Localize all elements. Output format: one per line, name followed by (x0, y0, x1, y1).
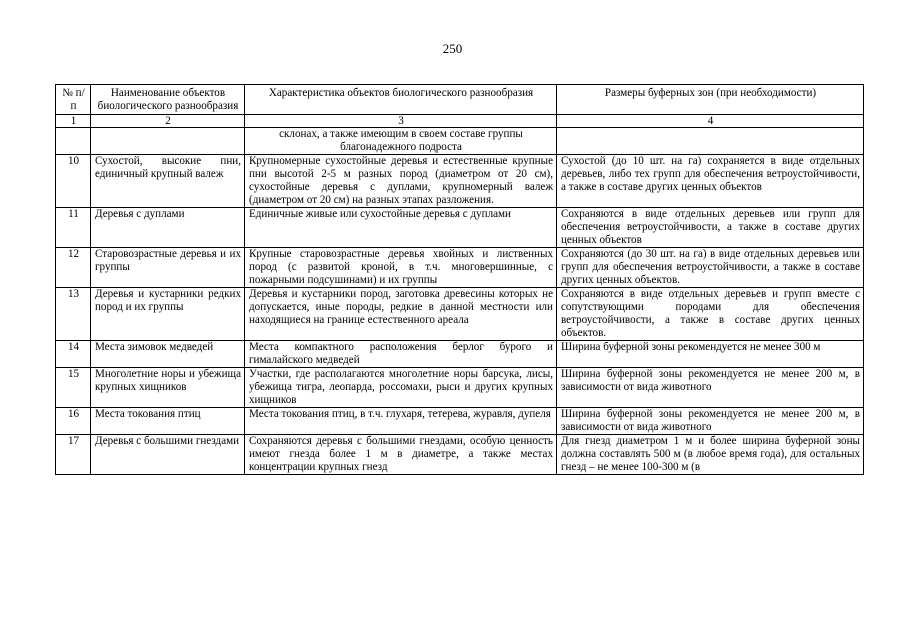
row-number: 15 (56, 368, 91, 408)
row-buffer-zone: Ширина буферной зоны рекомендуется не менее 200 м, в зависимости от вида животного (557, 368, 864, 408)
table-row (56, 368, 864, 408)
row-number: 10 (56, 155, 91, 208)
row-characteristic: Места токования птиц, в т.ч. глухаря, тетерева, журавля, дупеля (245, 408, 557, 435)
row-buffer-zone: Сухостой (до 10 шт. на га) сохраняется в виде отдельных деревьев, либо тех групп для обеспечения ветроустойчивости, а также в составе других ценных объектов (557, 155, 864, 208)
table-row (56, 341, 864, 368)
row-number: 17 (56, 435, 91, 475)
row-object-name: Места зимовок медведей (91, 341, 245, 368)
row-buffer-zone: Ширина буферной зоны рекомендуется не менее 200 м, в зависимости от вида животного (557, 408, 864, 435)
continuation-buffer (557, 128, 864, 155)
continuation-name (91, 128, 245, 155)
header-object-name: Наименование объектов биологического разнообразия (91, 85, 245, 115)
row-object-name: Старовозрастные деревья и их группы (91, 248, 245, 288)
row-object-name: Места токования птиц (91, 408, 245, 435)
row-buffer-zone: Сохраняются (до 30 шт. на га) в виде отдельных деревьев или групп для обеспечения ветроустойчивости, а также в составе других ценных объектов. (557, 248, 864, 288)
row-number: 16 (56, 408, 91, 435)
row-number: 12 (56, 248, 91, 288)
table-row (56, 155, 864, 208)
row-buffer-zone: Для гнезд диаметром 1 м и более ширина буферной зоны должна составлять 500 м (в любое время года), для остальных гнезд – не менее 100-300 м (в (557, 435, 864, 475)
header-buffer-zone: Размеры буферных зон (при необходимости) (557, 85, 864, 115)
column-number-row (56, 115, 864, 128)
row-characteristic: Крупномерные сухостойные деревья и естественные крупные пни высотой 2-5 м разных пород (диаметром от 20 см), сухостойные деревья с дуплами, крупномерный валеж (диаметром от 20 см) на разных этапах разложения. (245, 155, 557, 208)
continuation-row (56, 128, 864, 155)
column-number-1: 1 (56, 115, 91, 128)
table-header-row (56, 85, 864, 115)
continuation-num (56, 128, 91, 155)
row-object-name: Сухостой, высокие пни, единичный крупный валеж (91, 155, 245, 208)
row-characteristic: Единичные живые или сухостойные деревья с дуплами (245, 208, 557, 248)
header-number: № п/п (56, 85, 91, 115)
row-number: 14 (56, 341, 91, 368)
row-object-name: Деревья и кустарники редких пород и их группы (91, 288, 245, 341)
biodiversity-table (55, 84, 864, 475)
row-characteristic: Деревья и кустарники пород, заготовка древесины которых не допускается, иные породы, редкие в данной местности или находящиеся на границе естественного ареала (245, 288, 557, 341)
header-characteristic: Характеристика объектов биологического разнообразия (245, 85, 557, 115)
row-object-name: Деревья с большими гнездами (91, 435, 245, 475)
row-characteristic: Сохраняются деревья с большими гнездами, особую ценность имеют гнезда более 1 м в диаметре, а также местах концентрации крупных гнезд (245, 435, 557, 475)
row-characteristic: Участки, где располагаются многолетние норы барсука, лисы, убежища тигра, леопарда, россомахи, рыси и других крупных хищников (245, 368, 557, 408)
row-buffer-zone: Сохраняются в виде отдельных деревьев или групп для обеспечения ветроустойчивости, а также в составе других ценных объектов (557, 208, 864, 248)
row-object-name: Многолетние норы и убежища крупных хищников (91, 368, 245, 408)
page-number: 250 (442, 41, 463, 56)
continuation-characteristic: склонах, а также имеющим в своем составе группы благонадежного подроста (245, 128, 557, 155)
row-characteristic: Места компактного расположения берлог бурого и гималайского медведей (245, 341, 557, 368)
column-number-3: 3 (245, 115, 557, 128)
row-characteristic: Крупные старовозрастные деревья хвойных и лиственных пород (с развитой кроной, в т.ч. многовершинные, с пожарными подсушинами) и их группы (245, 248, 557, 288)
row-number: 11 (56, 208, 91, 248)
table-row (56, 408, 864, 435)
table-row (56, 288, 864, 341)
table-row (56, 208, 864, 248)
row-buffer-zone: Ширина буферной зоны рекомендуется не менее 300 м (557, 341, 864, 368)
column-number-2: 2 (91, 115, 245, 128)
row-buffer-zone: Сохраняются в виде отдельных деревьев и групп вместе с сопутствующими породами для обеспечения ветроустойчивости, а также в составе других ценных объектов. (557, 288, 864, 341)
table-row (56, 248, 864, 288)
row-object-name: Деревья с дуплами (91, 208, 245, 248)
table-row (56, 435, 864, 475)
column-number-4: 4 (557, 115, 864, 128)
row-number: 13 (56, 288, 91, 341)
